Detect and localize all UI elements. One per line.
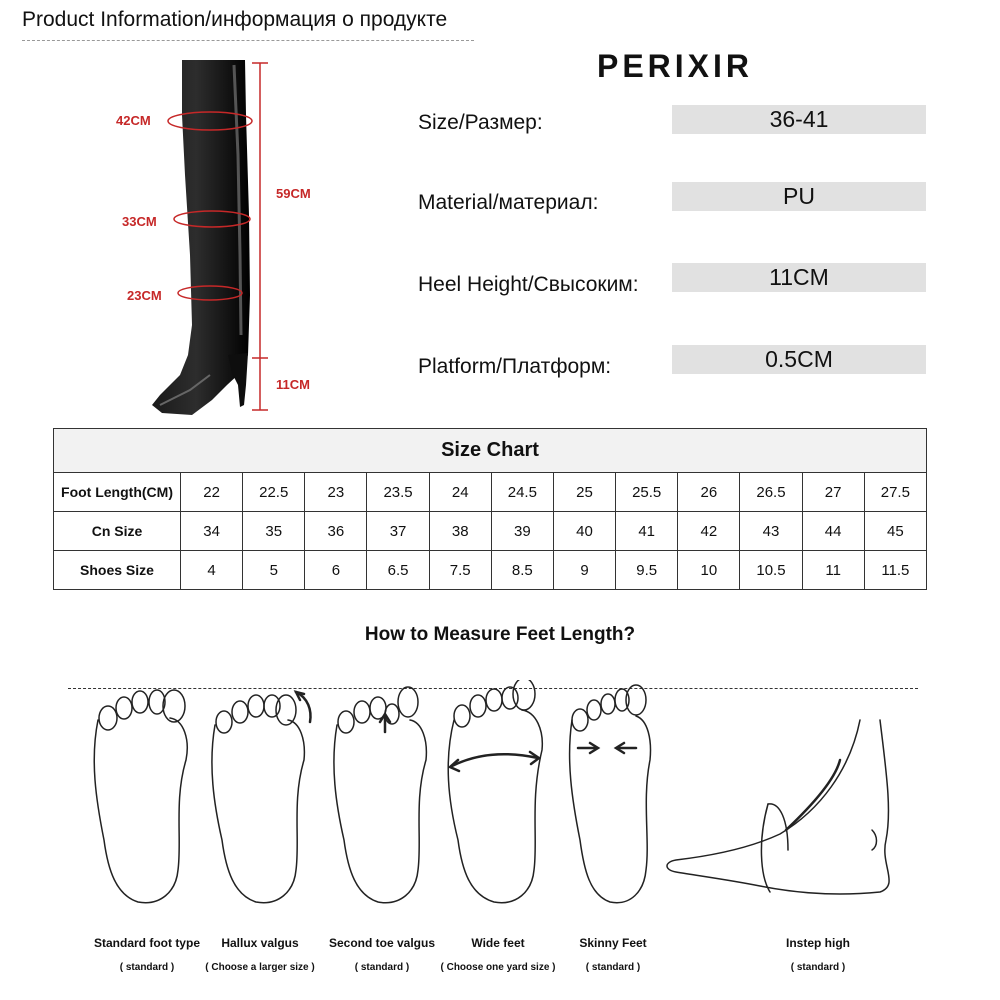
measure-title: How to Measure Feet Length?	[364, 624, 636, 645]
table-cell: 11	[802, 551, 864, 590]
foot-label-hallux-valgus: Hallux valgus	[221, 936, 299, 950]
spec-heel-height-label: Heel Height/Свысоким:	[418, 273, 639, 296]
table-cell: 34	[181, 512, 243, 551]
table-cell: 10	[678, 551, 740, 590]
table-cell: 26.5	[740, 473, 802, 512]
table-cell: 22.5	[243, 473, 305, 512]
row-header-shoes-size: Shoes Size	[54, 551, 181, 590]
table-cell: 23.5	[367, 473, 429, 512]
size-chart-title: Size Chart	[54, 429, 927, 473]
table-cell: 27.5	[864, 473, 926, 512]
standard-foot-drawing	[94, 690, 187, 903]
wide-foot-drawing	[448, 680, 542, 903]
table-cell: 10.5	[740, 551, 802, 590]
table-cell: 24	[429, 473, 491, 512]
table-cell: 25	[553, 473, 615, 512]
foot-note-second-toe-valgus: ( standard )	[354, 962, 410, 973]
boot-illustration	[100, 55, 340, 425]
table-cell: 11.5	[864, 551, 926, 590]
table-cell: 37	[367, 512, 429, 551]
table-cell: 26	[678, 473, 740, 512]
shaft-height-label: 59CM	[276, 186, 311, 201]
table-cell: 9.5	[616, 551, 678, 590]
foot-note-instep-high: ( standard )	[790, 962, 846, 973]
spec-size-value: 36-41	[672, 105, 926, 134]
table-cell: 44	[802, 512, 864, 551]
top-circumference-label: 42CM	[116, 113, 151, 128]
size-chart-table	[53, 428, 927, 590]
table-cell: 35	[243, 512, 305, 551]
table-cell: 6.5	[367, 551, 429, 590]
table-cell: 23	[305, 473, 367, 512]
table-row	[54, 551, 927, 590]
foot-label-wide: Wide feet	[471, 936, 525, 950]
table-cell: 42	[678, 512, 740, 551]
foot-note-wide: ( Choose one yard size )	[440, 962, 556, 973]
table-cell: 45	[864, 512, 926, 551]
page-title: Product Information/информация о продукте	[22, 8, 448, 31]
second-toe-valgus-foot-drawing	[334, 687, 426, 903]
foot-note-standard: ( standard )	[119, 962, 175, 973]
foot-note-skinny: ( standard )	[585, 962, 641, 973]
table-cell: 6	[305, 551, 367, 590]
spec-material-label: Material/материал:	[418, 191, 599, 214]
table-row	[54, 512, 927, 551]
spec-heel-height-value: 11CM	[672, 263, 926, 292]
table-cell: 7.5	[429, 551, 491, 590]
spec-platform-value: 0.5CM	[672, 345, 926, 374]
table-cell: 40	[553, 512, 615, 551]
table-cell: 39	[491, 512, 553, 551]
foot-label-standard: Standard foot type	[93, 936, 200, 950]
row-header-cn-size: Cn Size	[54, 512, 181, 551]
row-header-foot-length: Foot Length(CM)	[54, 473, 181, 512]
foot-label-instep-high: Instep high	[786, 936, 850, 950]
table-cell: 25.5	[616, 473, 678, 512]
table-cell: 41	[616, 512, 678, 551]
calf-circumference-label: 23CM	[127, 288, 162, 303]
table-cell: 9	[553, 551, 615, 590]
table-cell: 8.5	[491, 551, 553, 590]
brand-name: PERIXIR	[596, 48, 754, 84]
table-cell: 43	[740, 512, 802, 551]
foot-note-hallux-valgus: ( Choose a larger size )	[205, 962, 315, 973]
spec-platform-label: Platform/Платформ:	[418, 355, 612, 378]
skinny-foot-drawing	[570, 685, 651, 903]
spec-material-value: PU	[672, 182, 926, 211]
table-cell: 22	[181, 473, 243, 512]
instep-high-foot-drawing	[667, 720, 889, 894]
table-cell: 27	[802, 473, 864, 512]
size-chart-title-row	[54, 429, 927, 473]
header-divider	[22, 40, 474, 41]
table-row	[54, 473, 927, 512]
table-cell: 4	[181, 551, 243, 590]
table-cell: 38	[429, 512, 491, 551]
table-cell: 5	[243, 551, 305, 590]
table-cell: 24.5	[491, 473, 553, 512]
foot-label-second-toe-valgus: Second toe valgus	[328, 936, 436, 950]
spec-size-label: Size/Размер:	[418, 111, 543, 134]
feet-illustrations	[60, 680, 940, 920]
foot-label-skinny: Skinny Feet	[579, 936, 647, 950]
hallux-valgus-foot-drawing	[212, 692, 311, 903]
knee-circumference-label: 33CM	[122, 214, 157, 229]
table-cell: 36	[305, 512, 367, 551]
heel-height-label: 11CM	[276, 377, 310, 392]
